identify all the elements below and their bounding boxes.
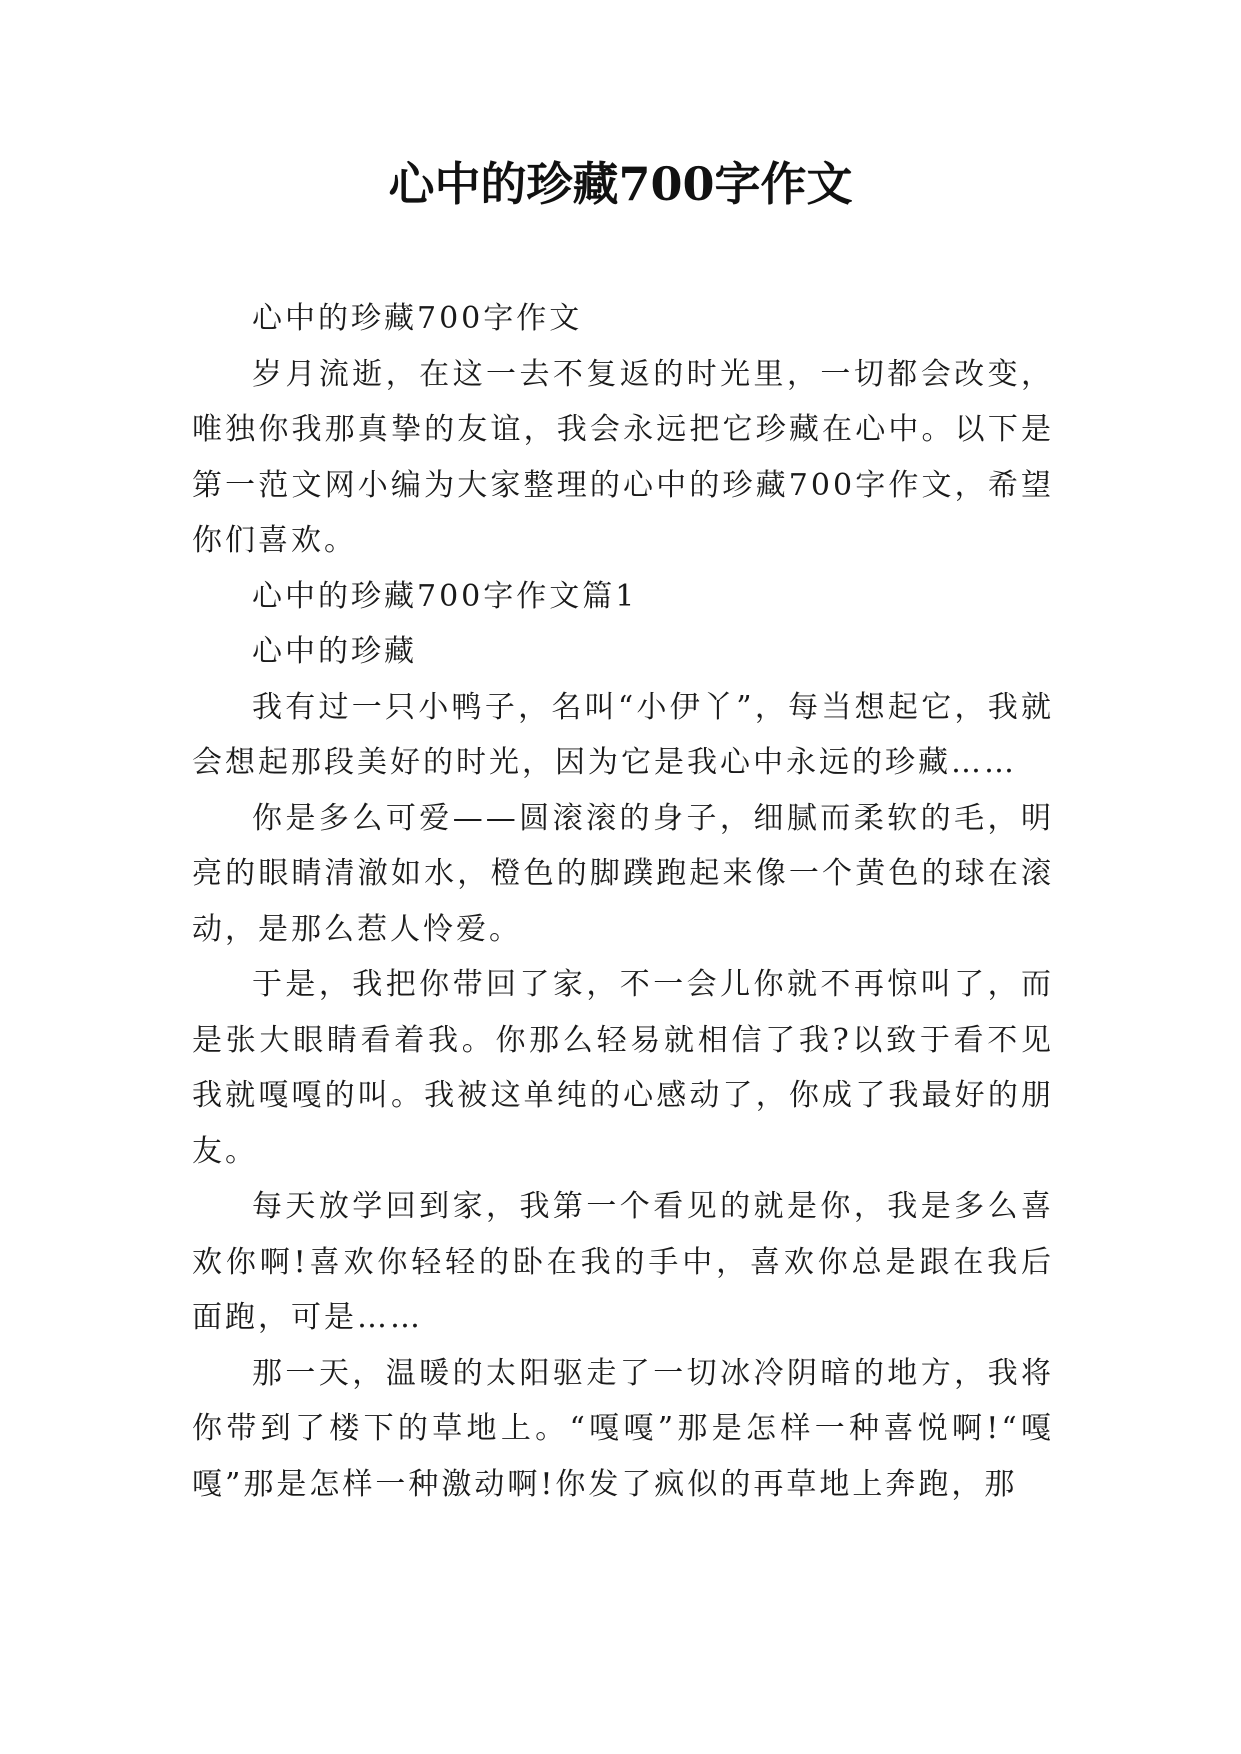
paragraph: 我有过一只小鸭子，名叫“小伊丫”，每当想起它，我就会想起那段美好的时光，因为它是我心中永远的珍藏…… xyxy=(192,689,1054,780)
document-title: 心中的珍藏700字作文 xyxy=(388,157,853,211)
document-body xyxy=(192,291,1054,1512)
paragraph: 你是多么可爱——圆滚滚的身子，细腻而柔软的毛，明亮的眼睛清澈如水，橙色的脚蹼跑起来像一个黄色的球在滚动，是那么惹人怜爱。 xyxy=(192,800,1054,947)
paragraph-essay-heading: 心中的珍藏700字作文篇1 xyxy=(252,578,638,614)
paragraph: 每天放学回到家，我第一个看见的就是你，我是多么喜欢你啊!喜欢你轻轻的卧在我的手中，喜欢你总是跟在我后面跑，可是…… xyxy=(192,1189,1054,1335)
paragraph: 那一天，温暖的太阳驱走了一切冰冷阴暗的地方，我将你带到了楼下的草地上。“嘎嘎”那是怎样一种喜悦啊!“嘎嘎”那是怎样一种激动啊!你发了疯似的再草地上奔跑，那 xyxy=(192,1355,1054,1502)
paragraph-intro: 岁月流逝，在这一去不复返的时光里，一切都会改变，唯独你我那真挚的友谊，我会永远把它珍藏在心中。以下是第一范文网小编为大家整理的心中的珍藏700字作文，希望你们喜欢。 xyxy=(192,356,1054,558)
paragraph-essay-title: 心中的珍藏 xyxy=(252,634,417,669)
paragraph-subtitle: 心中的珍藏700字作文 xyxy=(252,301,583,336)
paragraph: 于是，我把你带回了家，不一会儿你就不再惊叫了，而是张大眼睛看着我。你那么轻易就相信了我?以致于看不见我就嘎嘎的叫。我被这单纯的心感动了，你成了我最好的朋友。 xyxy=(192,967,1054,1169)
